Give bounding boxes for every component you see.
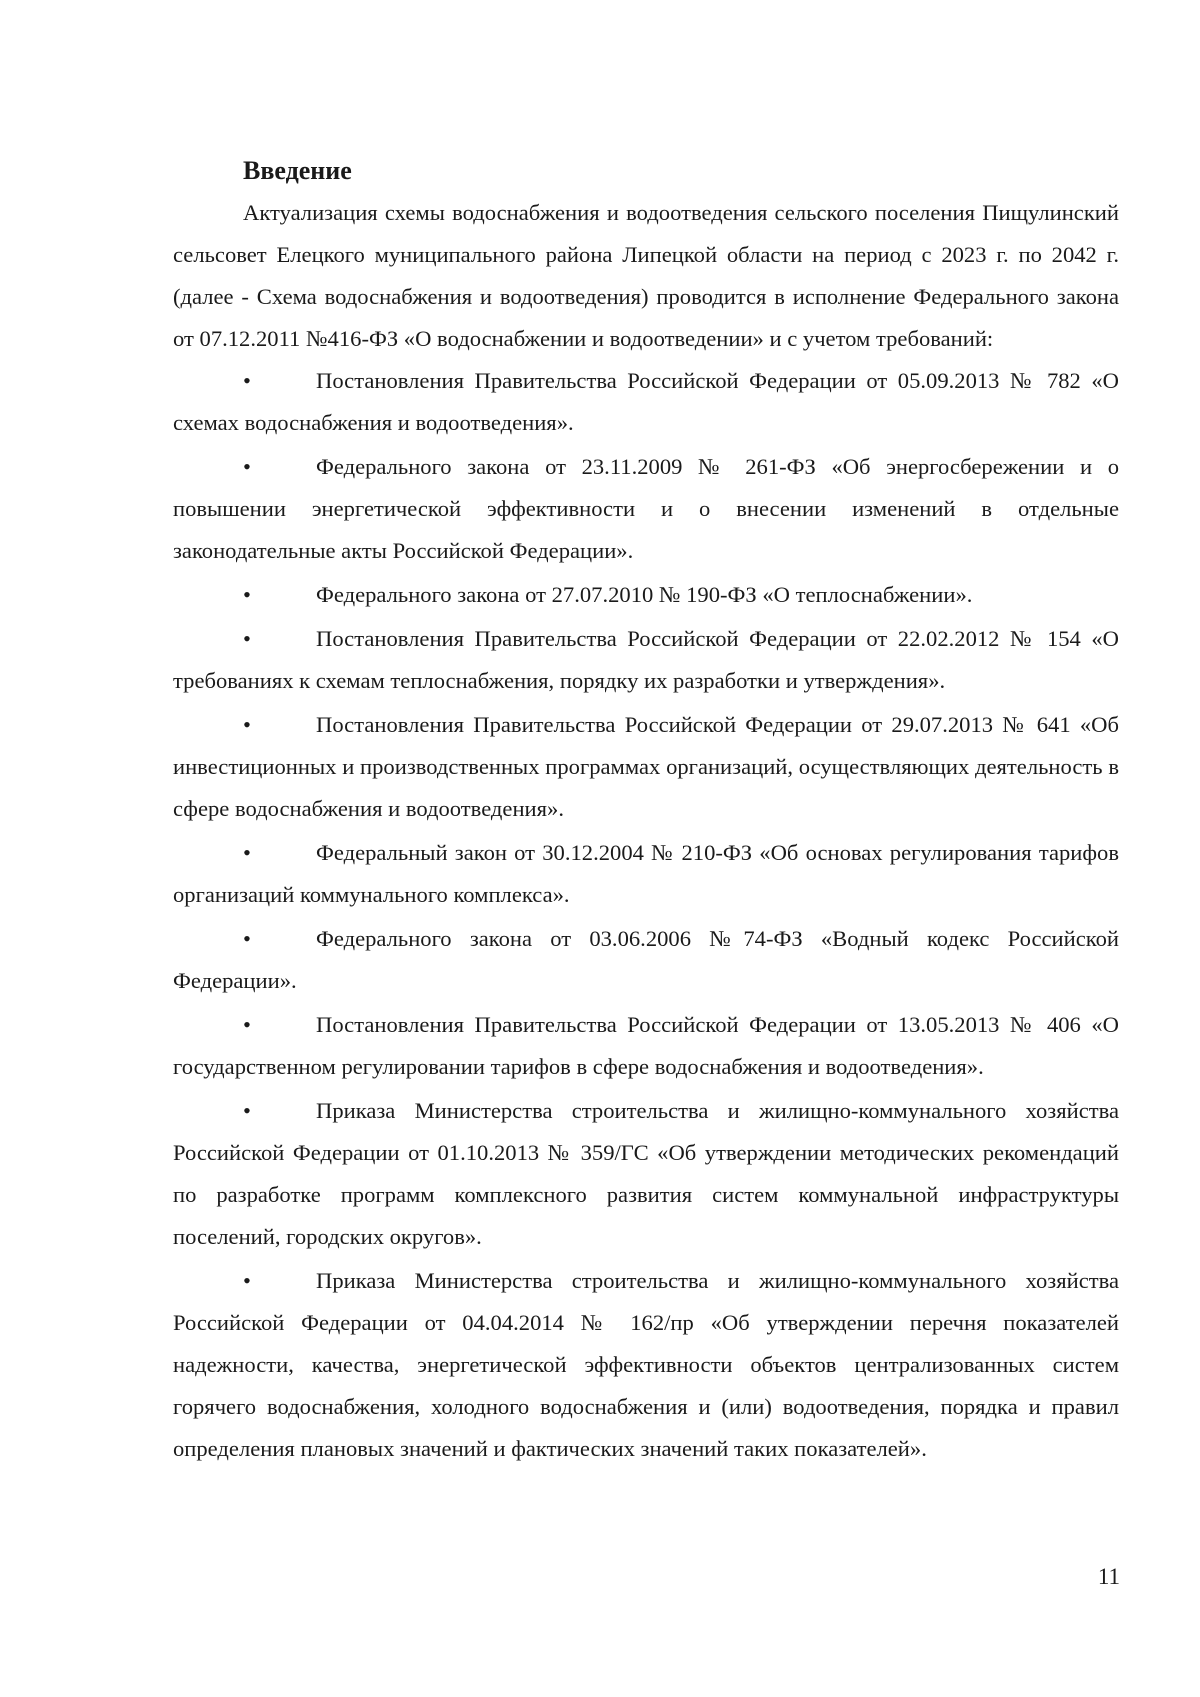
list-item [173,1260,1119,1470]
page-number: 11 [1097,1564,1120,1589]
bullet-icon: • [243,840,251,865]
list-item-text: Федеральный закон от 30.12.2004 № 210-ФЗ «Об основах регулирования тарифов организаций коммунального комплекса». [173,840,1119,907]
bullet-icon: • [243,1012,251,1037]
page-content [173,150,1119,1472]
list-item [173,574,1119,616]
section-heading: Введение [243,156,352,185]
list-item [173,704,1119,830]
list-item-text: Федерального закона от 23.11.2009 № 261-ФЗ «Об энергосбережении и о повышении энергетической эффективности и о внесении изменений в отдельные законодательные акты Российской Федерации». [173,454,1119,563]
bullet-icon: • [243,454,251,479]
bullet-icon: • [243,1268,251,1293]
list-item [173,446,1119,572]
intro-paragraph: Актуализация схемы водоснабжения и водоотведения сельского поселения Пищулинский сельсовет Елецкого муниципального района Липецкой области на период с 2023 г. по 2042 г. (далее - Схема водоснабжения и водоотведения) проводится в исполнение Федерального закона от 07.12.2011 №416-ФЗ «О водоснабжении и водоотведении» и с учетом требований: [173,200,1119,351]
list-item [173,1090,1119,1258]
bullet-icon: • [243,368,251,393]
bullet-icon: • [243,626,251,651]
bullet-icon: • [243,712,251,737]
list-item [173,360,1119,444]
list-item [173,618,1119,702]
list-item [173,918,1119,1002]
requirements-list [173,360,1119,1470]
list-item-text: Постановления Правительства Российской Федерации от 29.07.2013 № 641 «Об инвестиционных и производственных программах организаций, осуществляющих деятельность в сфере водоснабжения и водоотведения». [173,712,1119,821]
list-item-text: Постановления Правительства Российской Федерации от 13.05.2013 № 406 «О государственном регулировании тарифов в сфере водоснабжения и водоотведения». [173,1012,1119,1079]
list-item-text: Приказа Министерства строительства и жилищно-коммунального хозяйства Российской Федерации от 01.10.2013 № 359/ГС «Об утверждении методических рекомендаций по разработке программ комплексного развития систем коммунальной инфраструктуры поселений, городских округов». [173,1098,1119,1249]
bullet-icon: • [243,582,251,607]
list-item [173,832,1119,916]
list-item-text: Постановления Правительства Российской Федерации от 05.09.2013 № 782 «О схемах водоснабжения и водоотведения». [173,368,1119,435]
list-item-text: Федерального закона от 27.07.2010 № 190-ФЗ «О теплоснабжении». [316,582,973,607]
list-item-text: Федерального закона от 03.06.2006 №74-ФЗ «Водный кодекс Российской Федерации». [173,926,1119,993]
list-item-text: Приказа Министерства строительства и жилищно-коммунального хозяйства Российской Федерации от 04.04.2014 № 162/пр «Об утверждении перечня показателей надежности, качества, энергетической эффективности объектов централизованных систем горячего водоснабжения, холодного водоснабжения и (или) водоотведения, порядка и правил определения плановых значений и фактических значений таких показателей». [173,1268,1119,1461]
bullet-icon: • [243,1098,251,1123]
list-item-text: Постановления Правительства Российской Федерации от 22.02.2012 № 154 «О требованиях к схемам теплоснабжения, порядку их разработки и утверждения». [173,626,1119,693]
bullet-icon: • [243,926,251,951]
list-item [173,1004,1119,1088]
